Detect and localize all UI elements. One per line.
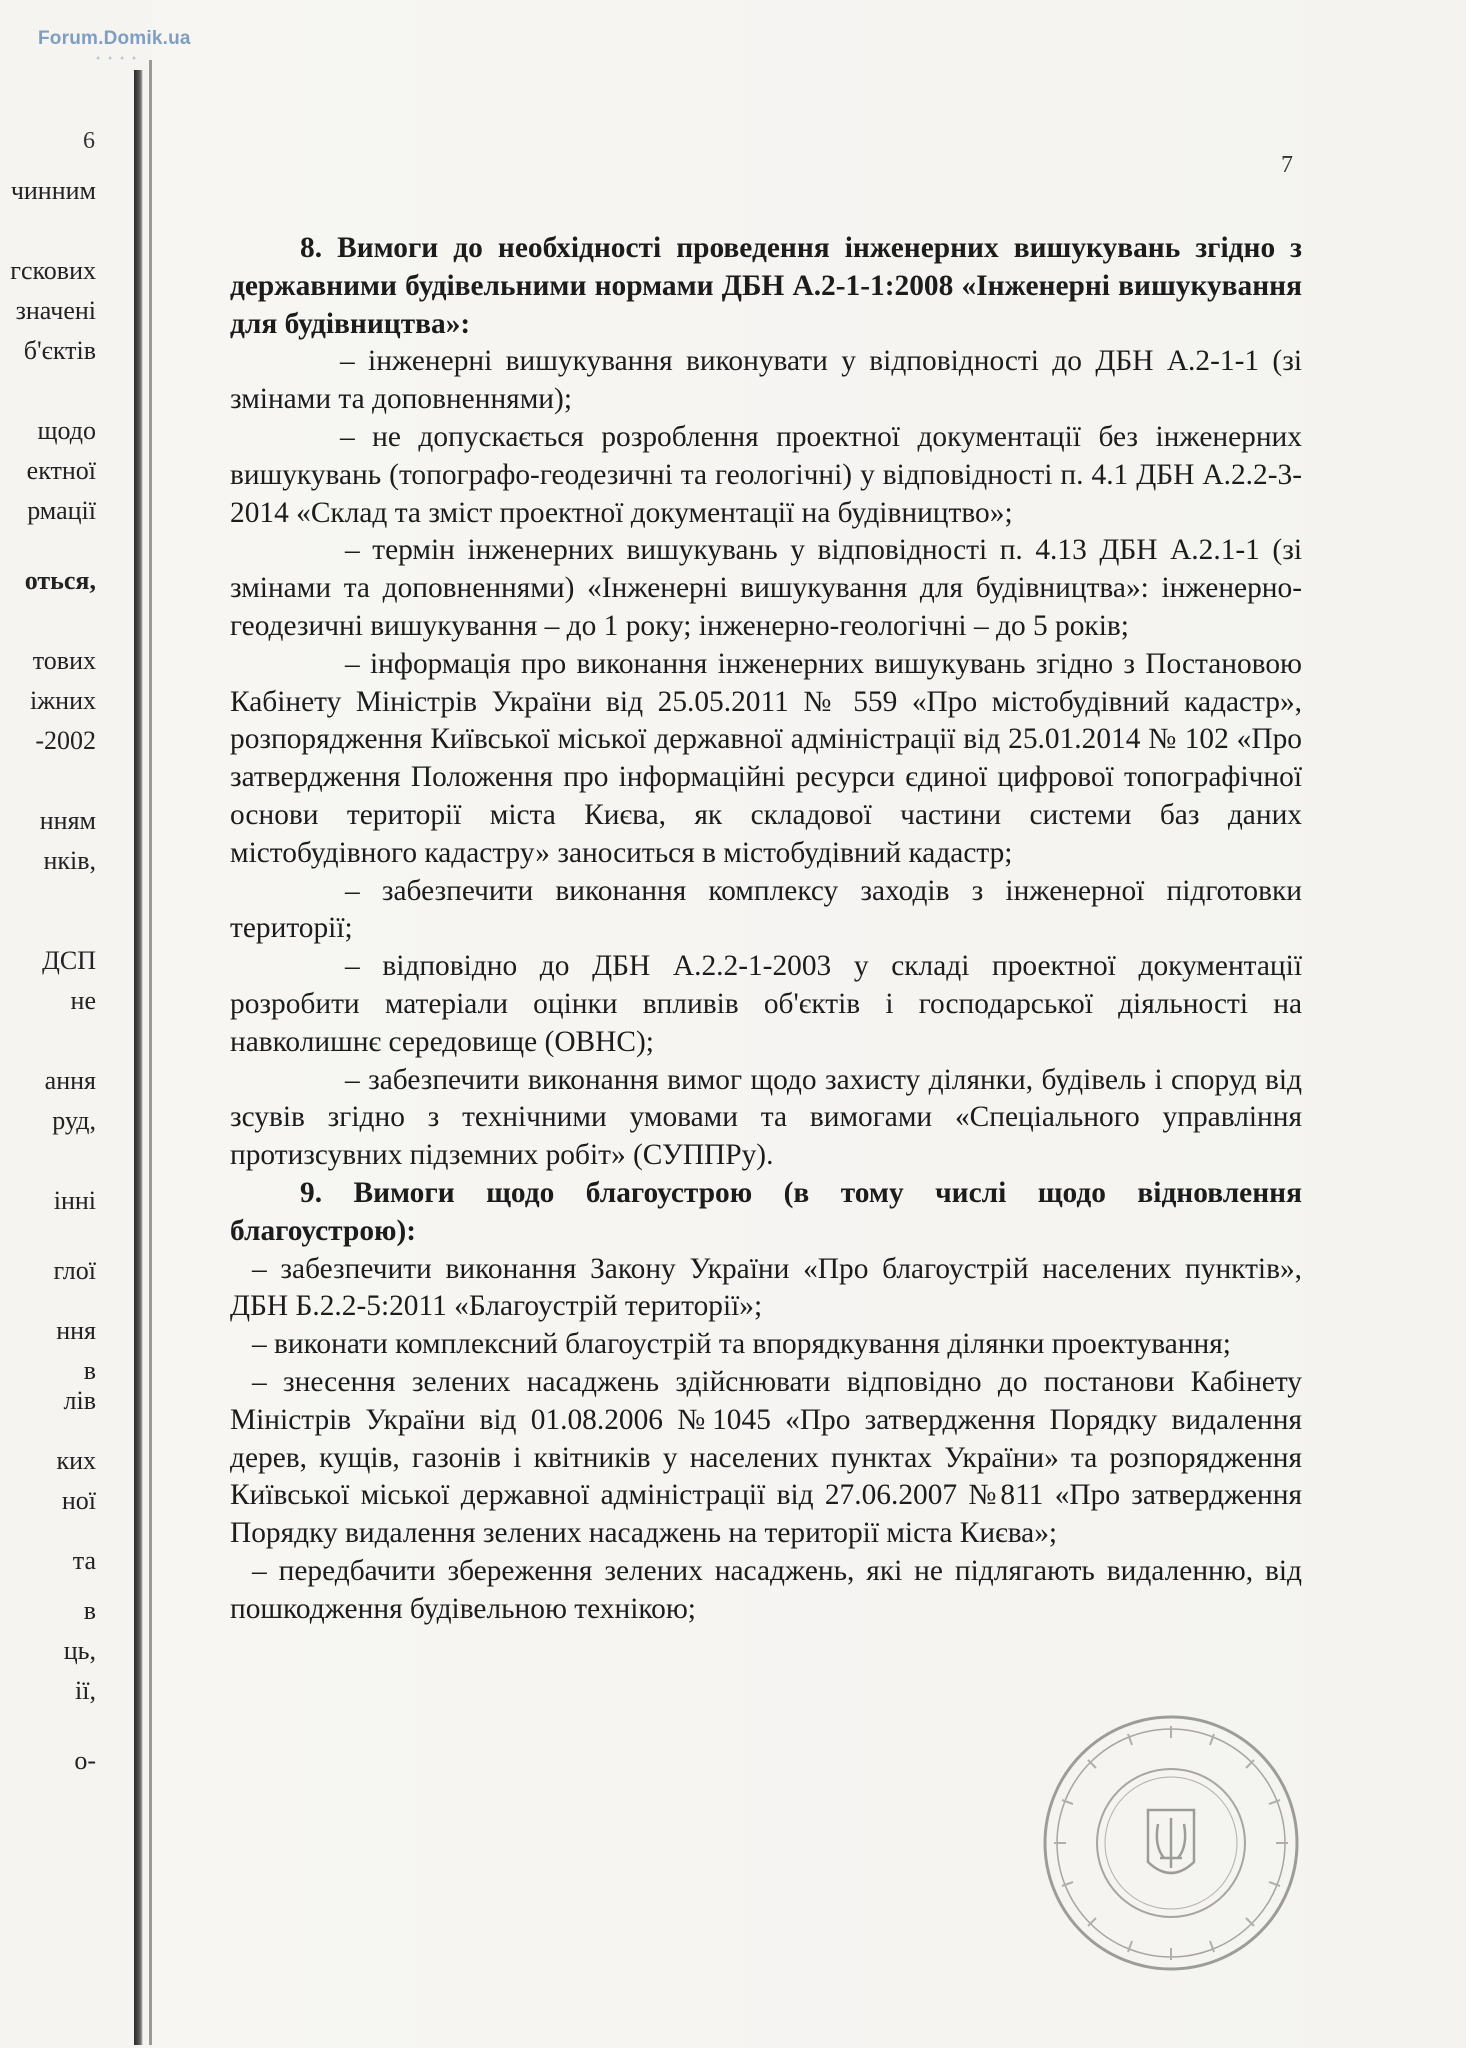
previous-page-fragment: та xyxy=(72,1546,96,1575)
section-8-heading: 8. Вимоги до необхідності проведення інженерних вишукувань згідно з державними будівельними нормами ДБН А.2-1-1:2008 «Інженерні вишукування для будівництва»: xyxy=(230,232,1302,340)
section-9-item: – забезпечити виконання Закону України «Про благоустрій населених пунктів», ДБН Б.2.2-5:2011 «Благоустрій території»; xyxy=(230,1252,1302,1323)
previous-page-fragment: ць, xyxy=(63,1636,96,1665)
previous-page-fragment: гскових xyxy=(10,256,96,285)
binding-edge-shadow xyxy=(149,60,152,2045)
section-8-item: – відповідно до ДБН А.2.2-1-2003 у складі проектної документації розробити матеріали оцінки впливів об'єктів і господарської діяльності на навколишнє середовище (ОВНС); xyxy=(230,950,1302,1058)
section-9-item: – передбачити збереження зелених насаджень, які не підлягають видаленню, від пошкодження будівельною технікою; xyxy=(230,1554,1302,1625)
previous-page-fragment: ання xyxy=(44,1066,96,1095)
previous-page-strip xyxy=(0,0,152,2048)
previous-page-fragment: ної xyxy=(61,1486,96,1515)
section-9-item: – виконати комплексний благоустрій та впорядкування ділянки проектування; xyxy=(252,1328,1231,1361)
previous-page-fragment: б'єктів xyxy=(23,336,96,365)
section-8-item: – інженерні вишукування виконувати у відповідності до ДБН А.2-1-1 (зі змінами та доповненнями); xyxy=(230,345,1302,416)
previous-page-fragment: іжних xyxy=(29,686,96,715)
section-8-item: – не допускається розроблення проектної документації без інженерних вишукувань (топографо-геодезичні та геологічні) у відповідності п. 4.1 ДБН А.2.2-3-2014 «Склад та зміст проектної документації на будівництво»; xyxy=(230,420,1302,529)
previous-page-fragment: оться, xyxy=(24,566,96,595)
previous-page-fragment: тових xyxy=(32,646,96,675)
previous-page-fragment: ектної xyxy=(26,456,96,485)
previous-page-fragment: -2002 xyxy=(35,726,96,755)
previous-page-fragment: ння xyxy=(56,1316,96,1345)
previous-page-number: 6 xyxy=(83,128,95,154)
watermark-dots: ● ● ● ● xyxy=(96,54,140,62)
previous-page-fragment: чинним xyxy=(10,176,96,205)
section-8-item: – забезпечити виконання вимог щодо захисту ділянки, будівель і споруд від зсувів згідно з технічними умовами та вимогами «Спеціального управління протизсувних підземних робіт» (СУППРу). xyxy=(230,1063,1302,1172)
section-8-item: – термін інженерних вишукувань у відповідності п. 4.13 ДБН А.2.1-1 (зі змінами та доповненнями) «Інженерні вишукування для будівництва»: інженерно-геодезичні вишукування – до 1 року; інженерно-геологічні – до 5 років; xyxy=(230,534,1302,642)
previous-page-fragment: щодо xyxy=(37,416,96,445)
document-body xyxy=(230,230,1302,1628)
binding-edge xyxy=(134,70,143,2045)
previous-page-fragment: ії, xyxy=(75,1676,96,1705)
section-9-item: – знесення зелених насаджень здійснювати відповідно до постанови Кабінету Міністрів України від 01.08.2006 №1045 «Про затвердження Порядку видалення дерев, кущів, газонів і квітників у населених пунктах України» та розпорядження Київської міської державної адміністрації від 27.06.2007 №811 «Про затвердження Порядку видалення зелених насаджень на території міста Києва»; xyxy=(230,1365,1302,1550)
previous-page-fragment: значені xyxy=(15,296,96,325)
previous-page-fragment: руд, xyxy=(52,1106,96,1135)
previous-page-fragment: глої xyxy=(53,1256,96,1285)
previous-page-text xyxy=(0,0,134,2048)
previous-page-fragment: нням xyxy=(39,806,96,835)
forum-watermark: Forum.Domik.ua xyxy=(38,28,191,49)
previous-page-fragment: рмації xyxy=(27,496,96,525)
previous-page-fragment: ДСП xyxy=(42,946,96,975)
official-seal-icon xyxy=(1040,1712,1302,1974)
previous-page-fragment: ких xyxy=(56,1446,96,1475)
section-8-item: – інформація про виконання інженерних вишукувань згідно з Постановою Кабінету Міністрів України від 25.05.2011 № 559 «Про містобудівний кадастр», розпорядження Київської міської державної адміністрації від 25.01.2014 № 102 «Про затвердження Положення про інформаційні ресурси єдиної цифрової топографічної основи території міста Києва, як складової частини системи баз даних містобудівного кадастру» заноситься в містобудівний кадастр; xyxy=(230,647,1302,869)
previous-page-fragment: о- xyxy=(74,1746,96,1775)
previous-page-fragment: лів xyxy=(63,1386,96,1415)
previous-page-fragment: інні xyxy=(53,1186,96,1215)
section-8-item: – забезпечити виконання комплексу заходів з інженерної підготовки території; xyxy=(230,874,1302,945)
page-number: 7 xyxy=(1281,152,1293,178)
previous-page-fragment: в xyxy=(83,1596,96,1625)
section-9-heading: 9. Вимоги щодо благоустрою (в тому числі щодо відновлення благоустрою): xyxy=(230,1176,1302,1247)
previous-page-fragment: не xyxy=(70,986,96,1015)
previous-page-fragment: в xyxy=(83,1356,96,1385)
previous-page-fragment: нків, xyxy=(43,846,96,875)
